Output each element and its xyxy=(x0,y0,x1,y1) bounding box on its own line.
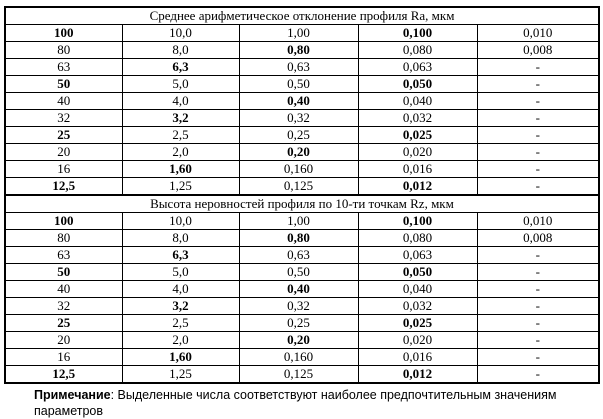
table-cell: 0,125 xyxy=(239,178,358,196)
table-cell: 0,63 xyxy=(239,59,358,76)
table-cell: 2,5 xyxy=(122,315,239,332)
table-cell: 32 xyxy=(5,298,122,315)
section-header-row xyxy=(5,7,599,25)
roughness-table-body xyxy=(5,7,599,383)
table-cell: 3,2 xyxy=(122,110,239,127)
table-cell: - xyxy=(477,178,599,196)
table-cell: 0,032 xyxy=(358,110,477,127)
table-cell: - xyxy=(477,144,599,161)
table-cell: 0,010 xyxy=(477,213,599,230)
table-cell: 0,40 xyxy=(239,281,358,298)
table-cell: 20 xyxy=(5,144,122,161)
table-row xyxy=(5,76,599,93)
table-cell: 5,0 xyxy=(122,76,239,93)
table-cell: 4,0 xyxy=(122,93,239,110)
table-cell: 0,80 xyxy=(239,42,358,59)
table-cell: 0,012 xyxy=(358,178,477,196)
table-cell: - xyxy=(477,110,599,127)
table-cell: 6,3 xyxy=(122,247,239,264)
table-row xyxy=(5,127,599,144)
table-cell: 0,020 xyxy=(358,144,477,161)
table-row xyxy=(5,213,599,230)
table-cell: 0,25 xyxy=(239,127,358,144)
section-title: Среднее арифметическое отклонение профиля Ra, мкм xyxy=(5,7,599,25)
table-cell: - xyxy=(477,332,599,349)
table-row xyxy=(5,110,599,127)
table-cell: 3,2 xyxy=(122,298,239,315)
table-cell: - xyxy=(477,315,599,332)
table-cell: 0,040 xyxy=(358,281,477,298)
table-cell: - xyxy=(477,93,599,110)
table-row xyxy=(5,178,599,196)
table-cell: 8,0 xyxy=(122,42,239,59)
table-cell: 0,032 xyxy=(358,298,477,315)
table-cell: 0,080 xyxy=(358,230,477,247)
table-cell: 0,016 xyxy=(358,349,477,366)
table-cell: 25 xyxy=(5,127,122,144)
table-cell: - xyxy=(477,247,599,264)
table-cell: 50 xyxy=(5,76,122,93)
table-row xyxy=(5,332,599,349)
table-cell: 0,008 xyxy=(477,42,599,59)
table-cell: 1,25 xyxy=(122,366,239,384)
table-cell: 0,010 xyxy=(477,25,599,42)
table-cell: 25 xyxy=(5,315,122,332)
table-cell: 1,60 xyxy=(122,349,239,366)
table-cell: 0,016 xyxy=(358,161,477,178)
table-cell: 0,040 xyxy=(358,93,477,110)
table-cell: 2,0 xyxy=(122,332,239,349)
table-cell: 0,100 xyxy=(358,25,477,42)
table-row xyxy=(5,281,599,298)
table-cell: - xyxy=(477,161,599,178)
table-cell: 1,00 xyxy=(239,213,358,230)
table-cell: 0,160 xyxy=(239,349,358,366)
table-cell: 16 xyxy=(5,349,122,366)
table-cell: 0,40 xyxy=(239,93,358,110)
table-cell: 40 xyxy=(5,93,122,110)
table-cell: 0,63 xyxy=(239,247,358,264)
table-cell: 0,050 xyxy=(358,264,477,281)
table-cell: 2,0 xyxy=(122,144,239,161)
table-cell: 0,32 xyxy=(239,110,358,127)
table-cell: 10,0 xyxy=(122,25,239,42)
table-cell: 0,012 xyxy=(358,366,477,384)
table-cell: 4,0 xyxy=(122,281,239,298)
table-cell: 100 xyxy=(5,25,122,42)
table-row xyxy=(5,144,599,161)
table-row xyxy=(5,161,599,178)
table-row xyxy=(5,42,599,59)
table-cell: 0,160 xyxy=(239,161,358,178)
table-row xyxy=(5,59,599,76)
table-cell: 0,32 xyxy=(239,298,358,315)
table-row xyxy=(5,315,599,332)
table-cell: - xyxy=(477,76,599,93)
table-cell: 5,0 xyxy=(122,264,239,281)
table-row xyxy=(5,264,599,281)
table-cell: - xyxy=(477,349,599,366)
table-cell: 0,25 xyxy=(239,315,358,332)
table-cell: 0,80 xyxy=(239,230,358,247)
table-cell: 0,050 xyxy=(358,76,477,93)
table-row xyxy=(5,247,599,264)
section-header-row xyxy=(5,195,599,213)
table-cell: 12,5 xyxy=(5,366,122,384)
table-cell: - xyxy=(477,59,599,76)
table-cell: - xyxy=(477,366,599,384)
table-cell: 0,025 xyxy=(358,315,477,332)
table-cell: 0,100 xyxy=(358,213,477,230)
page xyxy=(4,6,598,419)
footnote-text: : Выделенные числа соответствуют наиболее предпочтительным значениям параметров xyxy=(34,388,557,418)
footnote-label: Примечание xyxy=(34,388,111,402)
table-row xyxy=(5,366,599,384)
table-cell: 20 xyxy=(5,332,122,349)
table-cell: 80 xyxy=(5,42,122,59)
table-cell: 100 xyxy=(5,213,122,230)
table-cell: 1,60 xyxy=(122,161,239,178)
table-cell: 32 xyxy=(5,110,122,127)
table-cell: 6,3 xyxy=(122,59,239,76)
table-cell: 50 xyxy=(5,264,122,281)
table-cell: 0,50 xyxy=(239,264,358,281)
footnote xyxy=(4,387,598,419)
table-cell: 1,00 xyxy=(239,25,358,42)
table-cell: - xyxy=(477,298,599,315)
table-cell: 1,25 xyxy=(122,178,239,196)
section-title: Высота неровностей профиля по 10-ти точкам Rz, мкм xyxy=(5,195,599,213)
table-cell: 63 xyxy=(5,59,122,76)
table-row xyxy=(5,349,599,366)
table-cell: 0,063 xyxy=(358,247,477,264)
table-cell: 2,5 xyxy=(122,127,239,144)
table-row xyxy=(5,25,599,42)
table-cell: 0,025 xyxy=(358,127,477,144)
table-cell: 12,5 xyxy=(5,178,122,196)
table-cell: 63 xyxy=(5,247,122,264)
table-cell: 0,50 xyxy=(239,76,358,93)
table-row xyxy=(5,93,599,110)
table-cell: 10,0 xyxy=(122,213,239,230)
table-row xyxy=(5,230,599,247)
table-cell: 16 xyxy=(5,161,122,178)
table-cell: 0,080 xyxy=(358,42,477,59)
roughness-table xyxy=(4,6,600,384)
table-cell: - xyxy=(477,264,599,281)
table-cell: 8,0 xyxy=(122,230,239,247)
table-cell: - xyxy=(477,281,599,298)
table-cell: 0,020 xyxy=(358,332,477,349)
table-cell: 80 xyxy=(5,230,122,247)
table-cell: 0,008 xyxy=(477,230,599,247)
table-cell: 0,20 xyxy=(239,332,358,349)
table-cell: 40 xyxy=(5,281,122,298)
table-cell: 0,20 xyxy=(239,144,358,161)
table-cell: - xyxy=(477,127,599,144)
table-cell: 0,125 xyxy=(239,366,358,384)
table-cell: 0,063 xyxy=(358,59,477,76)
table-row xyxy=(5,298,599,315)
